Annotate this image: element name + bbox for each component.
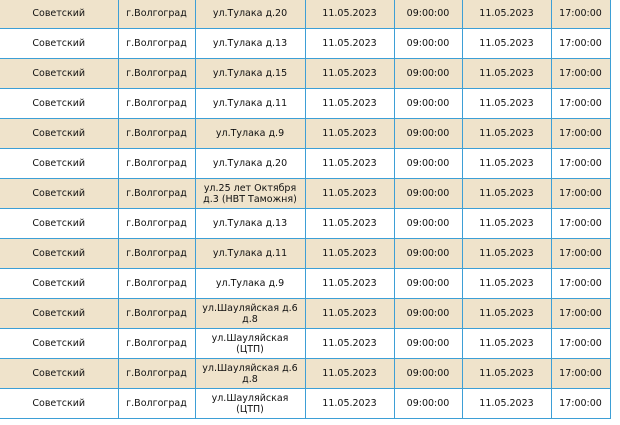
end-time-cell: 17:00:00 [551,29,610,59]
start-time-cell: 09:00:00 [394,119,462,149]
district-cell: Советский [0,359,118,389]
table-row [0,359,610,389]
start-time-cell: 09:00:00 [394,179,462,209]
city-cell: г.Волгоград [118,179,195,209]
start-date-cell: 11.05.2023 [305,269,394,299]
city-cell: г.Волгоград [118,89,195,119]
table-row [0,0,610,29]
address-cell: ул.Тулака д.20 [195,0,305,29]
address-cell: ул.25 лет Октября д.3 (НВТ Таможня) [195,179,305,209]
address-cell: ул.Тулака д.13 [195,209,305,239]
end-date-cell: 11.05.2023 [462,329,551,359]
district-cell: Советский [0,239,118,269]
start-date-cell: 11.05.2023 [305,239,394,269]
end-date-cell: 11.05.2023 [462,239,551,269]
district-cell: Советский [0,269,118,299]
city-cell: г.Волгоград [118,299,195,329]
start-time-cell: 09:00:00 [394,359,462,389]
end-date-cell: 11.05.2023 [462,89,551,119]
table-row [0,329,610,359]
end-date-cell: 11.05.2023 [462,119,551,149]
address-cell: ул.Шауляйская д.6 д.8 [195,299,305,329]
start-date-cell: 11.05.2023 [305,389,394,419]
end-time-cell: 17:00:00 [551,299,610,329]
city-cell: г.Волгоград [118,119,195,149]
city-cell: г.Волгоград [118,209,195,239]
start-time-cell: 09:00:00 [394,269,462,299]
address-cell: ул.Шауляйская д.6 д.8 [195,359,305,389]
start-time-cell: 09:00:00 [394,29,462,59]
table-row [0,299,610,329]
table-row [0,389,610,419]
end-date-cell: 11.05.2023 [462,59,551,89]
end-time-cell: 17:00:00 [551,0,610,29]
start-date-cell: 11.05.2023 [305,119,394,149]
end-time-cell: 17:00:00 [551,59,610,89]
start-date-cell: 11.05.2023 [305,209,394,239]
district-cell: Советский [0,299,118,329]
address-cell: ул.Тулака д.9 [195,119,305,149]
end-date-cell: 11.05.2023 [462,149,551,179]
address-cell: ул.Шауляйская (ЦТП) [195,329,305,359]
address-cell: ул.Тулака д.9 [195,269,305,299]
start-date-cell: 11.05.2023 [305,89,394,119]
city-cell: г.Волгоград [118,59,195,89]
table-row [0,209,610,239]
end-time-cell: 17:00:00 [551,359,610,389]
start-time-cell: 09:00:00 [394,389,462,419]
city-cell: г.Волгоград [118,359,195,389]
district-cell: Советский [0,0,118,29]
end-time-cell: 17:00:00 [551,329,610,359]
end-time-cell: 17:00:00 [551,149,610,179]
end-date-cell: 11.05.2023 [462,269,551,299]
end-time-cell: 17:00:00 [551,209,610,239]
end-time-cell: 17:00:00 [551,179,610,209]
start-time-cell: 09:00:00 [394,239,462,269]
city-cell: г.Волгоград [118,0,195,29]
city-cell: г.Волгоград [118,389,195,419]
start-date-cell: 11.05.2023 [305,359,394,389]
start-time-cell: 09:00:00 [394,89,462,119]
start-date-cell: 11.05.2023 [305,59,394,89]
district-cell: Советский [0,329,118,359]
end-date-cell: 11.05.2023 [462,389,551,419]
end-date-cell: 11.05.2023 [462,29,551,59]
address-cell: ул.Тулака д.11 [195,89,305,119]
city-cell: г.Волгоград [118,269,195,299]
address-cell: ул.Тулака д.20 [195,149,305,179]
start-time-cell: 09:00:00 [394,149,462,179]
table-row [0,269,610,299]
district-cell: Советский [0,119,118,149]
end-time-cell: 17:00:00 [551,89,610,119]
start-time-cell: 09:00:00 [394,59,462,89]
start-time-cell: 09:00:00 [394,329,462,359]
start-date-cell: 11.05.2023 [305,149,394,179]
end-date-cell: 11.05.2023 [462,0,551,29]
district-cell: Советский [0,209,118,239]
table-row [0,239,610,269]
table-row [0,179,610,209]
address-cell: ул.Тулака д.15 [195,59,305,89]
start-date-cell: 11.05.2023 [305,0,394,29]
end-time-cell: 17:00:00 [551,269,610,299]
end-time-cell: 17:00:00 [551,239,610,269]
start-time-cell: 09:00:00 [394,299,462,329]
city-cell: г.Волгоград [118,149,195,179]
district-cell: Советский [0,389,118,419]
end-date-cell: 11.05.2023 [462,359,551,389]
city-cell: г.Волгоград [118,329,195,359]
district-cell: Советский [0,89,118,119]
city-cell: г.Волгоград [118,29,195,59]
end-time-cell: 17:00:00 [551,389,610,419]
end-date-cell: 11.05.2023 [462,299,551,329]
table-row [0,149,610,179]
district-cell: Советский [0,179,118,209]
table-row [0,59,610,89]
table-row [0,89,610,119]
start-date-cell: 11.05.2023 [305,329,394,359]
end-date-cell: 11.05.2023 [462,179,551,209]
start-time-cell: 09:00:00 [394,0,462,29]
start-date-cell: 11.05.2023 [305,299,394,329]
table-row [0,119,610,149]
start-date-cell: 11.05.2023 [305,29,394,59]
table-row [0,29,610,59]
district-cell: Советский [0,29,118,59]
address-cell: ул.Шауляйская (ЦТП) [195,389,305,419]
end-time-cell: 17:00:00 [551,119,610,149]
district-cell: Советский [0,149,118,179]
address-cell: ул.Тулака д.11 [195,239,305,269]
end-date-cell: 11.05.2023 [462,209,551,239]
district-cell: Советский [0,59,118,89]
start-date-cell: 11.05.2023 [305,179,394,209]
address-cell: ул.Тулака д.13 [195,29,305,59]
start-time-cell: 09:00:00 [394,209,462,239]
city-cell: г.Волгоград [118,239,195,269]
